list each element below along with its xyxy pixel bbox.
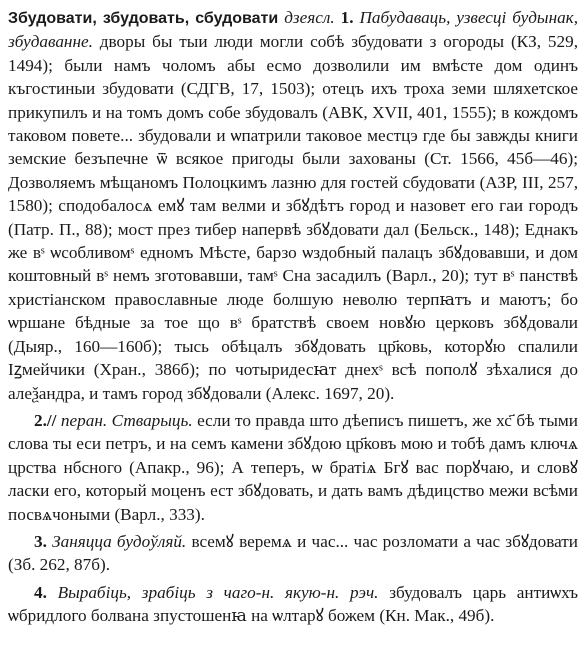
sense-2-citations: если то правда што дѣеписъ пишетъ, же хс҃ бѣ тыми слова ты еси петръ, и на семъ камени збꙋдою цр҃ковъ мою и тобѣ дамъ ключѧ црства нбсного (Апакр., 96); А теперъ, ѡ братіѧ Бгꙋ вас порꙋчаю, и словꙋ ласки его, который моценъ ест збꙋдовать, и дать вамъ дѣдицство межи всѣми посвѧчоными (Варл., 333).: [8, 410, 579, 524]
sense-1-paragraph: [8, 6, 578, 405]
sense-2-paragraph: [8, 409, 578, 526]
sense-3-paragraph: [8, 530, 578, 577]
sense-4-definition: Вырабіць, зрабіць з чаго-н. якую-н. рэч.: [57, 582, 379, 602]
dictionary-page: [8, 6, 578, 628]
sense-1-definition: Пабудаваць, узвесці будынак, збудаванне.: [8, 8, 579, 52]
headword: Збудовати, збудовать, сбудовати: [8, 10, 279, 27]
sense-4-citations: збудовалъ царь антиѡхъ ѡбридлого болвана зпустошенꙗ на ѡлтарꙋ божем (Кн. Мак., 49б).: [8, 582, 579, 626]
sense-3-citations: всемꙋ веремѧ и час... час розломати а час збꙋдовати (Зб. 262, 87б).: [8, 531, 579, 575]
sense-3-definition: Заняцца будоўляй.: [52, 531, 187, 551]
sense-2-label: перан.: [60, 410, 108, 430]
sense-1-number: 1.: [340, 8, 354, 27]
sense-4-paragraph: [8, 581, 578, 628]
sense-1-citations: дворы бы тыи люди могли собѣ збудовати з огороды (КЗ, 529, 1494); были намъ чоломъ абы есмо дозволили им вмѣсте дом одинъ къгостиныи збудовати (СДГВ, 17, 1503); отецъ ихъ троха земи шляхетское прикупилъ и на томъ домъ собе збудовалъ (АВК, XVII, 401, 1555); в кождомъ таковом повете... збудовали и ѡпатрили таковое местцэ где бы завжды книги земские безъпечне ѿ всякое пригоды были захованы (Ст. 1566, 45б—46); Дозволяемъ мѣщаномъ Полоцкимъ лазню для гостей сбудовати (АЗР, III, 257, 1580); сподобалосѧ емꙋ там велми и збꙋдѣтъ город и назовет его гаи городъ (Патр. П., 88); мост през тибер напервѣ збꙋдовати дал (Бельск., 148); Еднакъ же вˢ ѡсобливомˢ едномъ Мѣсте, барзо ѡздобный палацъ збꙋдовавши, и дом коштовный вˢ немъ зготовавши, тамˢ Сна засадилъ (Варл., 20); тут вˢ панствѣ христіанском православные люде болшую неволю терпꙗтъ и маютъ; бо ѡршане бѣдные за тое що вˢ братствѣ своем новꙋю церковъ збꙋдовали (Дыяр., 160—160б); тысь обѣцалъ збꙋдовать цр҃ковь, которꙋю спалили Іꙁмейчики (Хран., 386б); по чотыридесꙗт днехˢ всѣ пополꙋ зѣхалися до алеѯандра, и тамъ город збꙋдовали (Алекс. 1697, 20).: [8, 32, 578, 403]
sense-4-number: 4.: [34, 582, 47, 602]
sense-2-definition: Стварыць.: [111, 410, 193, 430]
sense-3-number: 3.: [34, 531, 47, 551]
grammar-label: дзеясл.: [284, 8, 335, 27]
sense-2-number: 2.//: [34, 410, 57, 430]
